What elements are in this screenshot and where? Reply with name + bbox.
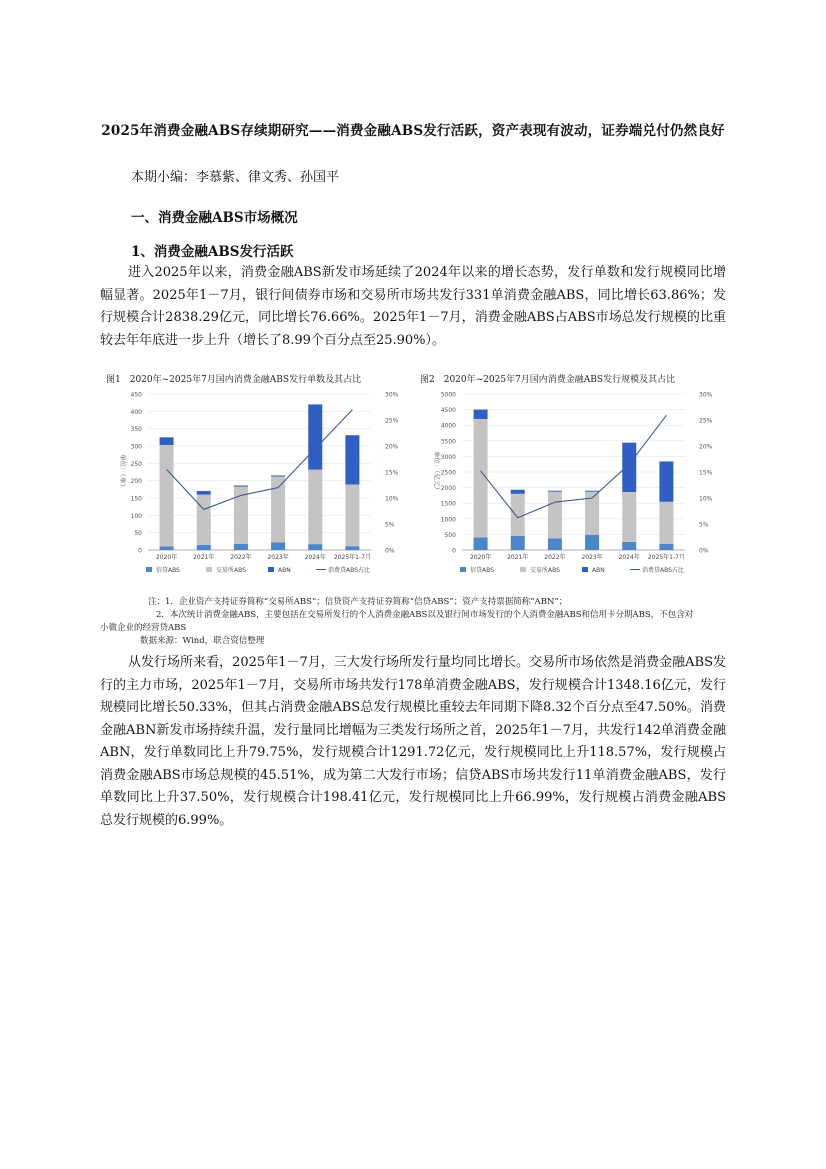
bar-credit: [271, 542, 285, 550]
bar-credit: [234, 544, 248, 550]
y-tick-label: 150: [130, 495, 142, 503]
legend-label: 消费贷ABS占比: [328, 567, 370, 574]
bar-credit: [197, 545, 211, 550]
bar-exchange: [345, 484, 359, 546]
legend-label: ABN: [592, 567, 605, 574]
figure-2: [420, 372, 725, 582]
bar-credit: [548, 538, 562, 550]
y-tick-label: 400: [130, 408, 142, 416]
note-1: 注：1．企业资产支持证券简称“交易所ABS”；信贷资产支持证券简称“信贷ABS”；资产支持票据简称“ABN”；: [148, 597, 568, 607]
legend-swatch: [582, 567, 588, 572]
legend-label: 信贷ABS: [470, 567, 494, 574]
x-tick-label: 2020年: [469, 554, 492, 561]
page-title: 2025年消费金融ABS存续期研究——消费金融ABS发行活跃，资产表现有波动，证券端兑付仍然良好: [101, 123, 725, 139]
note-2: 2．本次统计消费金融ABS，主要包括在交易所发行的个人消费金融ABS以及银行间市场发行的个人消费金融ABS和信用卡分期ABS，不包含对: [156, 610, 694, 620]
bar-credit: [160, 547, 174, 550]
share-line: [167, 410, 353, 510]
y2-tick-label: 0%: [385, 547, 395, 555]
y-tick-label: 200: [130, 478, 142, 486]
section-heading-1: 一、消费金融ABS市场概况: [131, 210, 298, 226]
y-tick-label: 4000: [440, 422, 456, 430]
legend-label: 交易所ABS: [216, 567, 246, 574]
x-tick-label: 2020年: [155, 554, 178, 561]
bar-exchange: [474, 419, 488, 538]
bar-exchange: [197, 495, 211, 545]
y2-tick-label: 15%: [699, 469, 713, 477]
y2-tick-label: 15%: [385, 469, 399, 477]
y-tick-label: 450: [130, 391, 142, 399]
bar-credit: [345, 546, 359, 550]
bar-credit: [585, 535, 599, 550]
y-axis-label: 单位：（单）: [119, 454, 127, 490]
legend-label: 交易所ABS: [530, 567, 560, 574]
legend-label: ABN: [278, 567, 291, 574]
y-tick-label: 1000: [440, 516, 456, 524]
legend-swatch: [460, 567, 466, 572]
y-tick-label: 3000: [440, 453, 456, 461]
paragraph-2: 从发行场所来看，2025年1－7月，三大发行场所发行量均同比增长。交易所市场依然是消费金融ABS发行的主力市场，2025年1－7月，交易所市场共发行178单消费金融ABS，发行规模合计1348.16亿元，发行规模同比增长50.33%，但其占消费金融ABS总发行规模比重较去年同期下降8.32个百分点至47.50%。消费金融ABN新发市场持续升温，发行量同比增幅为三类发行场所之首，2025年1－7月，共发行142单消费金融ABN，发行单数同比上升79.75%，发行规模合计1291.72亿元，发行规模同比上升118.57%，发行规模占消费金融ABS市场总规模的45.51%，成为第二大发行市场；信贷ABS市场共发行11单消费金融ABS，发行单数同比上升37.50%，发行规模合计198.41亿元，发行规模同比上升66.99%，发行规模占消费金融ABS总发行规模的6.99%。: [100, 655, 726, 828]
y2-tick-label: 5%: [699, 521, 709, 529]
bar-credit: [308, 544, 322, 550]
y-tick-label: 1500: [440, 500, 456, 508]
x-tick-label: 2022年: [230, 554, 252, 561]
x-tick-label: 2025年1-7月: [333, 554, 371, 561]
y-tick-label: 5000: [440, 391, 456, 399]
y-tick-label: 0: [138, 547, 142, 555]
y2-tick-label: 5%: [385, 521, 395, 529]
figure-1-chart: [106, 386, 411, 582]
figure-2-title: 图2 2020年~2025年7月国内消费金融ABS发行规模及其占比: [420, 375, 676, 385]
bar-abn: [160, 437, 174, 445]
bar-abn: [511, 490, 525, 494]
bar-exchange: [622, 492, 636, 542]
figure-1-title: 图1 2020年~2025年7月国内消费金融ABS发行单数及其占比: [106, 375, 362, 385]
y2-tick-label: 10%: [699, 495, 713, 503]
y-tick-label: 2500: [440, 469, 456, 477]
bar-abn: [308, 404, 322, 469]
x-tick-label: 2021年: [193, 554, 215, 561]
y-tick-label: 250: [130, 460, 142, 468]
y-tick-label: 4500: [440, 407, 456, 415]
y-tick-label: 350: [130, 426, 142, 434]
y2-tick-label: 20%: [385, 443, 399, 451]
bar-abn: [622, 443, 636, 492]
subsection-heading-1-1: 1、消费金融ABS发行活跃: [131, 244, 294, 260]
y2-tick-label: 25%: [699, 417, 713, 425]
y-tick-label: 100: [130, 512, 142, 520]
bar-exchange: [271, 477, 285, 543]
figure-2-chart: [420, 386, 725, 582]
y2-tick-label: 10%: [385, 495, 399, 503]
bar-credit: [659, 544, 673, 550]
y-tick-label: 3500: [440, 438, 456, 446]
x-tick-label: 2021年: [507, 554, 529, 561]
bar-abn: [585, 491, 599, 492]
bar-exchange: [659, 502, 673, 544]
legend-swatch: [520, 567, 526, 572]
bar-abn: [345, 435, 359, 484]
legend-swatch: [268, 567, 274, 572]
y2-tick-label: 20%: [699, 443, 713, 451]
y-tick-label: 300: [130, 443, 142, 451]
figure-notes: [100, 596, 726, 648]
bar-exchange: [160, 445, 174, 547]
editors-line: 本期小编：李慕紫、律文秀、孙国平: [131, 170, 340, 185]
bar-credit: [511, 536, 525, 550]
y2-tick-label: 0%: [699, 547, 709, 555]
bar-exchange: [548, 492, 562, 539]
paragraph-1: 进入2025年以来，消费金融ABS新发市场延续了2024年以来的增长态势，发行单数和发行规模同比增幅显著。2025年1－7月，银行间债券市场和交易所市场共发行331单消费金融ABS，同比增长63.86%；发行规模合计2838.29亿元，同比增长76.66%。2025年1－7月，消费金融ABS占ABS市场总发行规模的比重较去年年底进一步上升（增长了8.99个百分点至25.90%）。: [100, 265, 726, 348]
share-line: [481, 415, 667, 517]
data-source-note: 数据来源：Wind，联合资信整理: [140, 636, 265, 646]
y-tick-label: 50: [134, 530, 142, 538]
y-tick-label: 500: [444, 531, 456, 539]
note-3: 小微企业的经营贷ABS: [100, 623, 187, 633]
y2-tick-label: 25%: [385, 417, 399, 425]
x-tick-label: 2024年: [304, 554, 326, 561]
legend-label: 消费贷ABS占比: [642, 567, 684, 574]
bar-exchange: [511, 494, 525, 536]
y-axis-label: 单位：（亿元）: [433, 450, 441, 494]
bar-abn: [548, 491, 562, 492]
y2-tick-label: 30%: [699, 391, 713, 399]
bar-exchange: [308, 470, 322, 545]
bar-abn: [474, 410, 488, 419]
bar-abn: [234, 486, 248, 487]
x-tick-label: 2023年: [581, 554, 603, 561]
bar-abn: [271, 475, 285, 476]
figure-1: [106, 372, 411, 582]
legend-swatch: [206, 567, 212, 572]
bar-credit: [474, 538, 488, 550]
x-tick-label: 2025年1-7月: [647, 554, 685, 561]
y-tick-label: 2000: [440, 485, 456, 493]
y2-tick-label: 30%: [385, 391, 399, 399]
legend-swatch: [146, 567, 152, 572]
y-tick-label: 0: [452, 547, 456, 555]
bar-abn: [197, 491, 211, 494]
bar-abn: [659, 461, 673, 501]
x-tick-label: 2023年: [267, 554, 289, 561]
bar-credit: [622, 542, 636, 550]
legend-label: 信贷ABS: [156, 567, 180, 574]
x-tick-label: 2022年: [544, 554, 566, 561]
x-tick-label: 2024年: [618, 554, 640, 561]
